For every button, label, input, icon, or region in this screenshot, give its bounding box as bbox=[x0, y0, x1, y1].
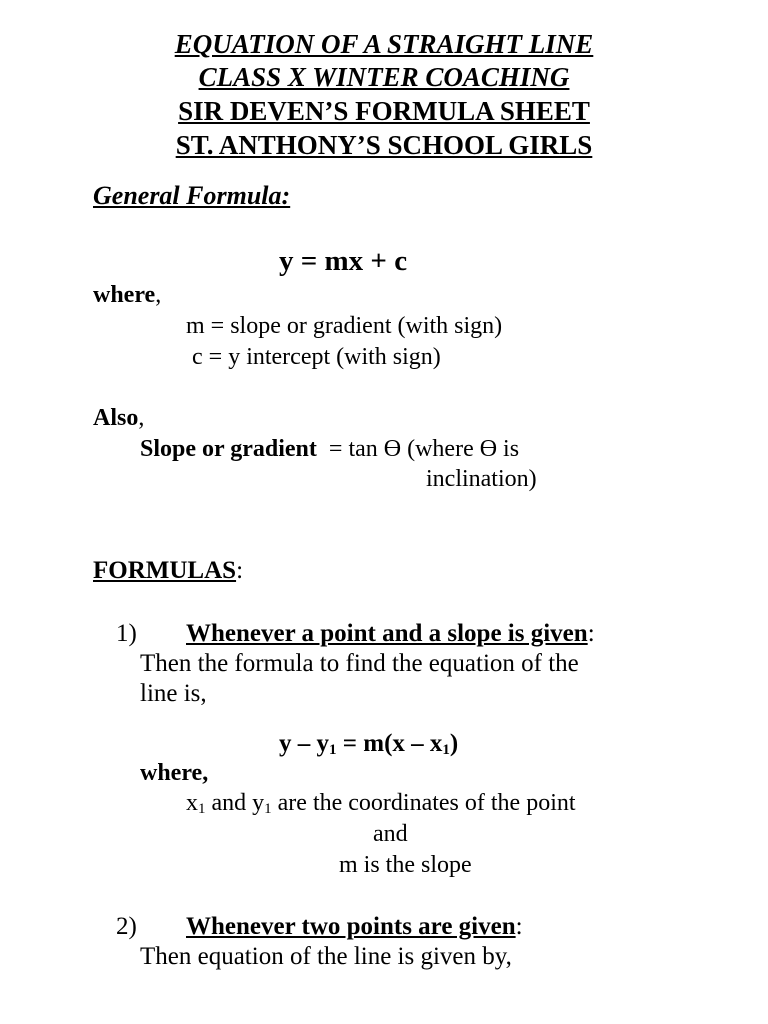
formula-2-title-line bbox=[186, 912, 523, 942]
formula-2-title: Whenever two points are given bbox=[186, 913, 516, 940]
formula-1-number: 1) bbox=[116, 620, 137, 647]
formulas-colon: : bbox=[236, 557, 244, 584]
formula-1-where-slope: m is the slope bbox=[339, 852, 472, 878]
where-label: where bbox=[93, 282, 156, 308]
c-definition: c = y intercept (with sign) bbox=[192, 344, 441, 370]
m-definition: m = slope or gradient (with sign) bbox=[186, 313, 503, 339]
where-punct: , bbox=[155, 282, 162, 308]
also-line bbox=[93, 403, 144, 433]
formula-1-where-and: and bbox=[373, 821, 408, 847]
formulas-heading-line bbox=[93, 556, 243, 586]
title-line-2: CLASS X WINTER COACHING bbox=[198, 62, 570, 92]
formula-2-colon: : bbox=[515, 913, 523, 940]
formula-1-equation: $y - y_1 = m(x - x_1)$ bbox=[279, 730, 459, 758]
general-equation: y = mx + c bbox=[279, 245, 408, 277]
slope-definition: = tan Ɵ (where Ɵ is bbox=[328, 436, 520, 462]
title-line-4: ST. ANTHONY’S SCHOOL GIRLS bbox=[175, 130, 593, 160]
formula-1-title: Whenever a point and a slope is given bbox=[186, 620, 588, 647]
general-formula-heading: General Formula: bbox=[93, 181, 291, 210]
formulas-heading: FORMULAS bbox=[93, 557, 237, 584]
formula-1-where-coords: $x_1$ and $y_1$ are the coordinates of the point bbox=[186, 790, 576, 817]
formula-1-desc-2: line is, bbox=[140, 680, 207, 707]
slope-definition-cont: inclination) bbox=[426, 466, 537, 492]
formula-1-desc-1: Then the formula to find the equation of the bbox=[140, 650, 579, 677]
formula-1-colon: : bbox=[587, 620, 595, 647]
formula-2-number: 2) bbox=[116, 913, 137, 940]
formula-2-desc-1: Then equation of the line is given by, bbox=[140, 943, 512, 970]
slope-label: Slope or gradient bbox=[140, 436, 317, 462]
formula-1-title-line bbox=[186, 619, 595, 649]
where-line bbox=[93, 280, 161, 310]
slope-line bbox=[140, 434, 519, 464]
also-punct: , bbox=[138, 405, 145, 431]
formula-1-where-label: where, bbox=[140, 760, 209, 786]
title-line-1: EQUATION OF A STRAIGHT LINE bbox=[174, 29, 594, 59]
also-label: Also bbox=[93, 405, 139, 431]
title-line-3: SIR DEVEN’S FORMULA SHEET bbox=[178, 96, 590, 126]
